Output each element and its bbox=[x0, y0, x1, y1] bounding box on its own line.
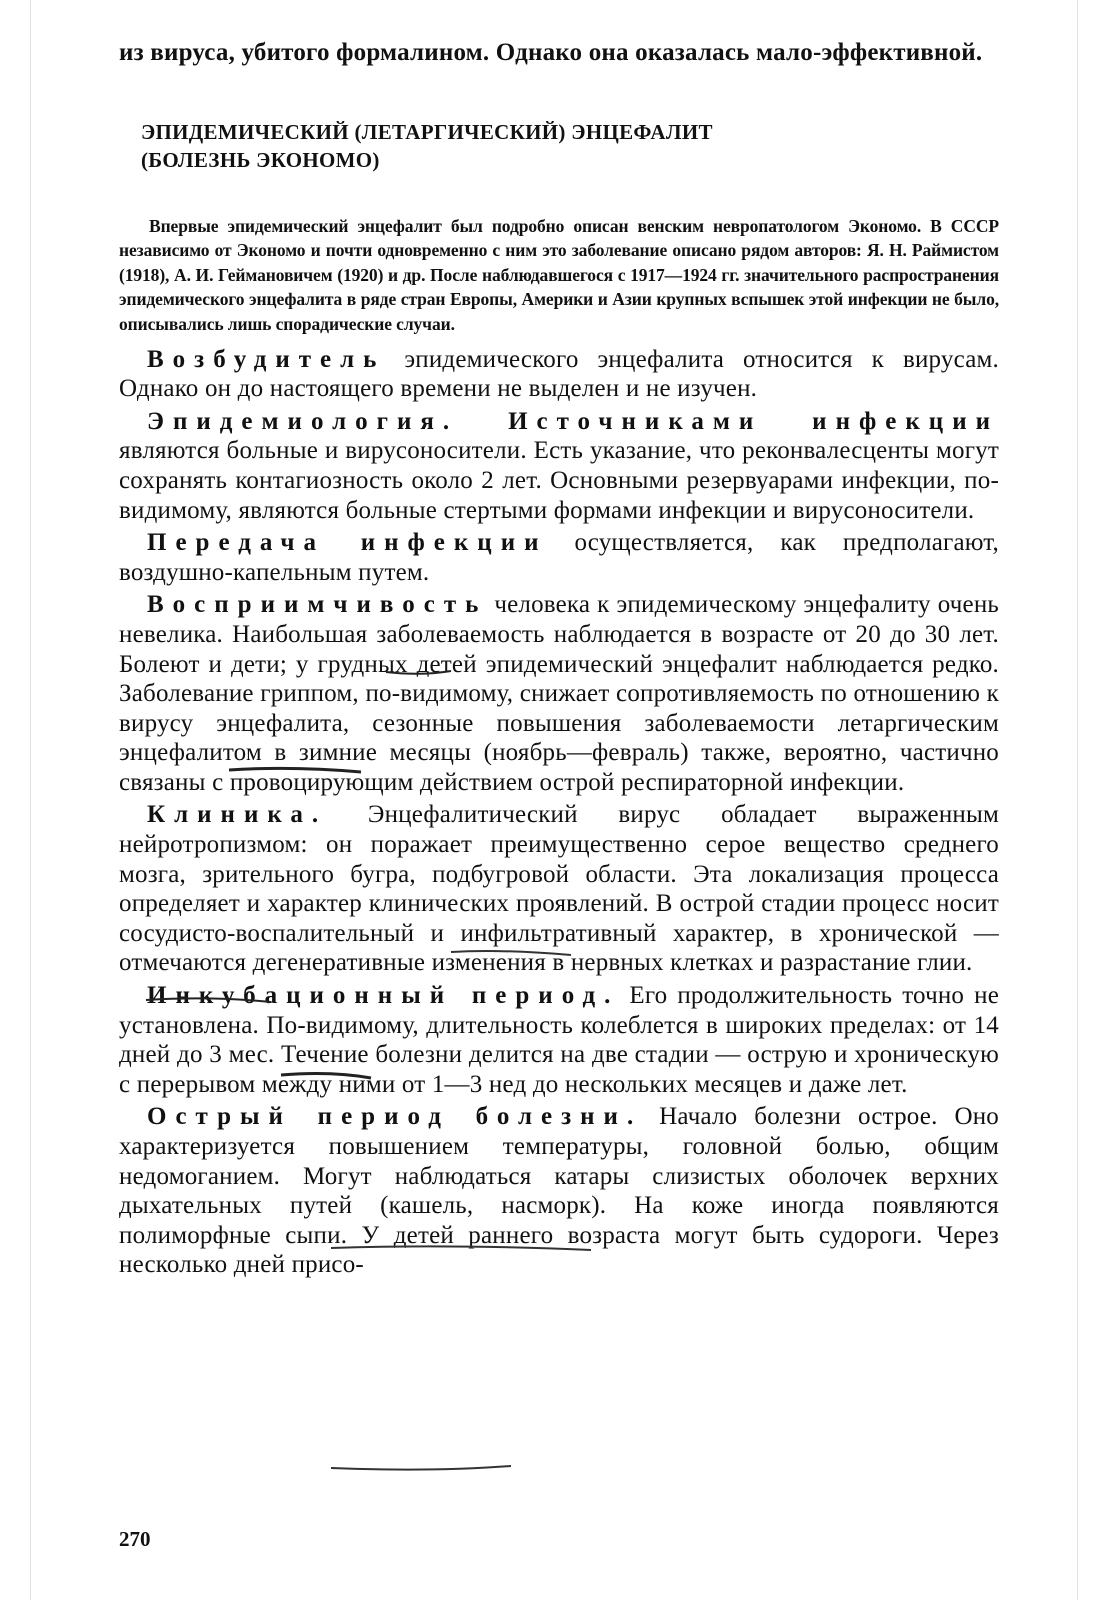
term-clinic: Клиника. bbox=[147, 801, 328, 829]
underline-mark bbox=[331, 1466, 511, 1470]
intro-paragraph: Впервые эпидемический энцефалит был подробно описан венским невропатологом Экономо. В СССР независимо от Экономо и почти одновременно с ним это заболевание описано рядом авторов: Я. Н. Раймистом (1918), А. И. Геймановичем (1920) и др. После наблюдавшегося с 1917—1924 гг. значительного распространения эпидемического энцефалита в ряде стран Европы, Америки и Азии крупных вспышек этой инфекции не было, описывались лишь спорадические случаи. bbox=[119, 215, 999, 334]
section-title-line-1: ЭПИДЕМИЧЕСКИЙ (ЛЕТАРГИЧЕСКИЙ) ЭНЦЕФАЛИТ bbox=[141, 119, 713, 144]
page-number: 270 bbox=[119, 1527, 151, 1551]
term-acute-period: Острый период болезни. bbox=[147, 1103, 643, 1131]
term-transmission: Передача инфекции bbox=[147, 529, 548, 557]
term-incubation: Инкубационный период. bbox=[147, 982, 620, 1010]
paragraph-incubation bbox=[119, 981, 999, 1099]
text-transmission: осуществляется, как предполагают, воздушно-капельным путем. bbox=[119, 529, 999, 586]
opening-text: из вируса, убитого формалином. Однако она оказалась мало-эффективной. bbox=[119, 39, 983, 66]
section-title-line-2: (БОЛЕЗНЬ ЭКОНОМО) bbox=[141, 147, 380, 172]
term-susceptibility: Восприимчивость bbox=[147, 591, 488, 619]
text-clinic: Энцефалитический вирус обладает выраженным нейротропизмом: он поражает преимущественно серое вещество среднего мозга, зрительного бугра, подбугровой области. Эта локализация процесса определяет и характер клинических проявлений. В острой стадии процесс носит сосудисто-воспалительный и инфильтративный характер, в хронической — отмечаются дегенеративные изменения в нервных клетках и разрастание глии. bbox=[119, 801, 999, 977]
body-paragraphs bbox=[119, 345, 999, 1280]
text-susceptibility: человека к эпидемическому энцефалиту очень невелика. Наибольшая заболеваемость наблюдается в возрасте от 20 до 30 лет. Болеют и дети; у грудных детей эпидемический энцефалит наблюдается редко. Заболевание гриппом, по-видимому, снижает сопротивляемость по отношению к вирусу энцефалита, сезонные повышения заболеваемости летаргическим энцефалитом в зимние месяцы (ноябрь—февраль) также, вероятно, частично связаны с провоцирующим действием острой респираторной инфекции. bbox=[119, 591, 999, 796]
book-page bbox=[30, 0, 1078, 1600]
paragraph-transmission bbox=[119, 528, 999, 587]
paragraph-acute-period bbox=[119, 1102, 999, 1280]
text-incubation: Его продолжительность точно не установлена. По-видимому, длительность колеблется в широких пределах: от 14 дней до 3 мес. Течение болезни делится на две стадии — острую и хроническую с перерывом между ними от 1—3 нед до нескольких месяцев и даже лет. bbox=[119, 982, 999, 1098]
paragraph-pathogen bbox=[119, 345, 999, 404]
text-pathogen: эпидемического энцефалита относится к вирусам. Однако он до настоящего времени не выделен и не изучен. bbox=[119, 345, 999, 403]
text-epidemiology: являются больные и вирусоносители. Есть указание, что реконвалесценты могут сохранять контагиозность около 2 лет. Основными резервуарами инфекции, по-видимому, являются больные стертыми формами инфекции и вирусоносители. bbox=[119, 437, 999, 524]
paragraph-clinic bbox=[119, 800, 999, 978]
page-content bbox=[119, 38, 999, 1280]
section-title bbox=[141, 118, 999, 174]
term-pathogen: Возбудитель bbox=[147, 345, 386, 373]
paragraph-epidemiology bbox=[119, 407, 999, 525]
term-epidemiology: Эпидемиология. Источниками инфекции bbox=[147, 407, 999, 435]
text-acute-period: Начало болезни острое. Оно характеризуется повышением температуры, головной болью, общим недомоганием. Могут наблюдаться катары слизистых оболочек верхних дыхательных путей (кашель, насморк). На коже иногда появляются полиморфные сыпи. У детей раннего возраста могут быть судороги. Через несколько дней присо- bbox=[119, 1103, 999, 1279]
paragraph-susceptibility bbox=[119, 590, 999, 797]
